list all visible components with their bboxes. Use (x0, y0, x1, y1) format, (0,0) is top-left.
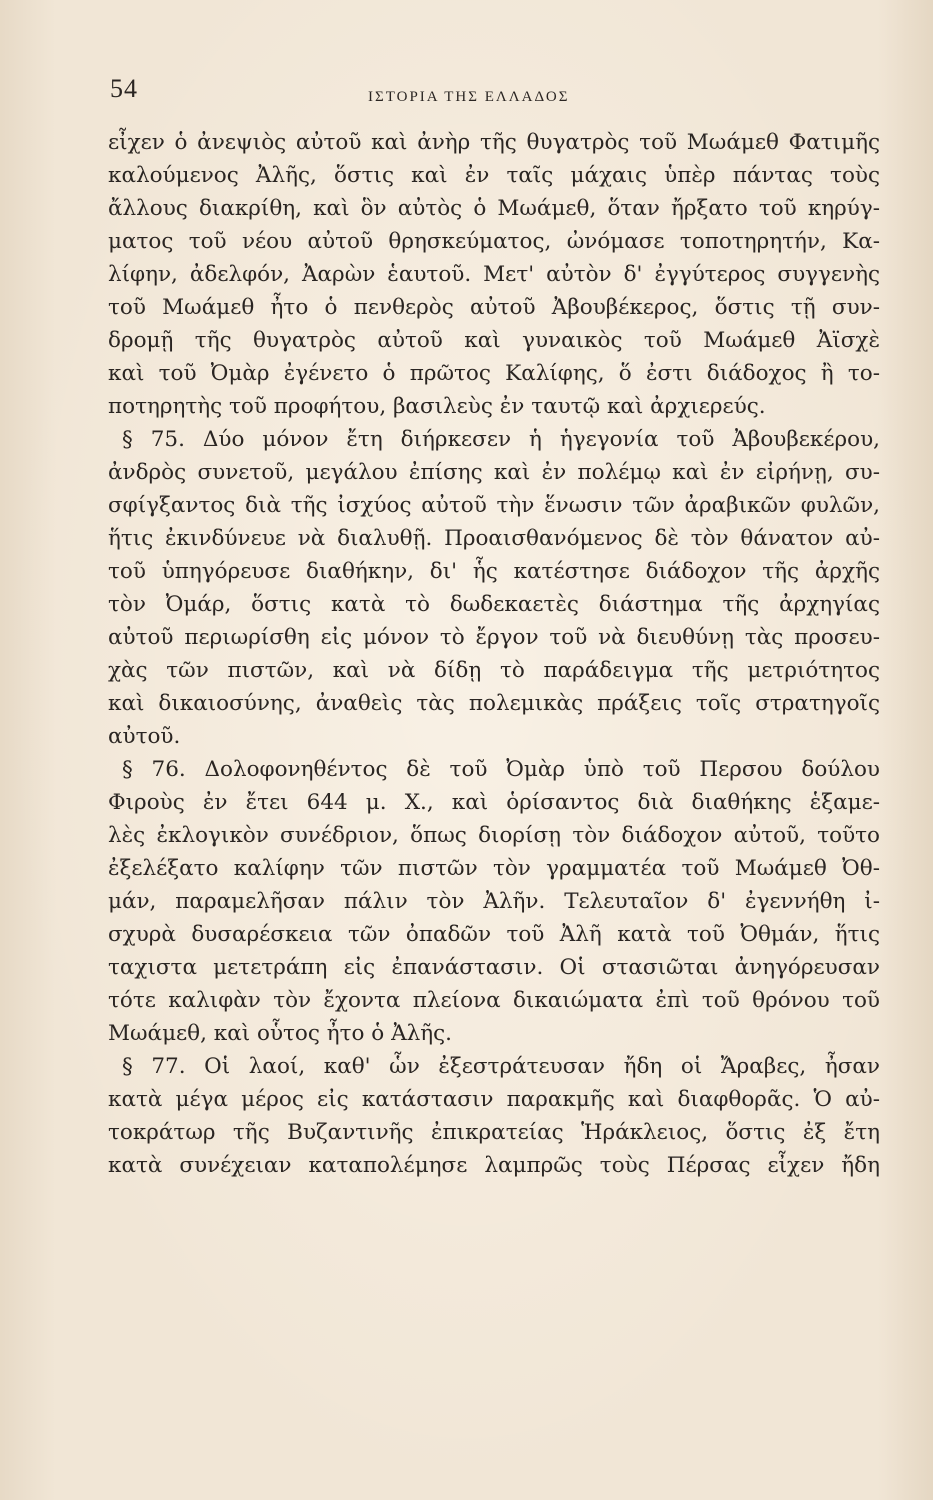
text-line: καλούμενος Ἀλῆς, ὅστις καὶ ἐν ταῖς μάχαις ὑπὲρ πάντας τοὺς (108, 163, 880, 188)
text-line: § 77. Οἱ λαοί, καθ' ὧν ἐξεστράτευσαν ἤδη οἱ Ἄραβες, ἦσαν (122, 1054, 880, 1079)
text-line: ματος τοῦ νέου αὐτοῦ θρησκεύματος, ὠνόμασε τοποτηρητήν, Κα- (108, 229, 880, 254)
text-line: σφίγξαντος διὰ τῆς ἰσχύος αὐτοῦ τὴν ἕνωσιν τῶν ἀραβικῶν φυλῶν, (108, 493, 880, 518)
text-line: τοῦ Μωάμεθ ἦτο ὁ πενθερὸς αὐτοῦ Ἀβουβέκερος, ὅστις τῇ συν- (108, 295, 880, 320)
text-line: λὲς ἐκλογικὸν συνέδριον, ὅπως διορίσῃ τὸν διάδοχον αὐτοῦ, τοῦτο (108, 823, 880, 848)
text-line: τὸν Ὀμάρ, ὅστις κατὰ τὸ δωδεκαετὲς διάστημα τῆς ἀρχηγίας (108, 592, 880, 617)
text-line: τοκράτωρ τῆς Βυζαντινῆς ἐπικρατείας Ἡράκλειος, ὅστις ἐξ ἔτη (108, 1120, 880, 1145)
text-line: καὶ δικαιοσύνης, ἀναθεὶς τὰς πολεμικὰς πράξεις τοῖς στρατηγοῖς (108, 691, 880, 716)
page-number: 54 (110, 74, 138, 103)
text-line: ποτηρητὴς τοῦ προφήτου, βασιλεὺς ἐν ταυτῷ καὶ ἀρχιερεύς. (108, 394, 766, 419)
text-line: ἄλλους διακρίθη, καὶ ὃν αὐτὸς ὁ Μωάμεθ, ὅταν ἤρξατο τοῦ κηρύγ- (108, 196, 880, 221)
text-line: δρομῇ τῆς θυγατρὸς αὐτοῦ καὶ γυναικὸς τοῦ Μωάμεθ Ἀϊσχὲ (108, 328, 880, 353)
text-line: καὶ τοῦ Ὀμὰρ ἐγένετο ὁ πρῶτος Καλίφης, ὅ ἐστι διάδοχος ἢ το- (108, 361, 880, 386)
text-line: χὰς τῶν πιστῶν, καὶ νὰ δίδῃ τὸ παράδειγμα τῆς μετριότητος (108, 658, 880, 683)
text-line: κατὰ μέγα μέρος εἰς κατάστασιν παρακμῆς καὶ διαφθορᾶς. Ὁ αὐ- (108, 1087, 880, 1112)
text-line: § 75. Δύο μόνον ἔτη διήρκεσεν ἡ ἡγεγονία τοῦ Ἀβουβεκέρου, (122, 427, 880, 452)
text-line: τοῦ ὑπηγόρευσε διαθήκην, δι' ἧς κατέστησε διάδοχον τῆς ἀρχῆς (108, 559, 880, 584)
text-line: μάν, παραμελῆσαν πάλιν τὸν Ἀλῆν. Τελευταῖον δ' ἐγεννήθη ἰ- (108, 889, 880, 914)
body-text (108, 126, 880, 1182)
text-line: ταχιστα μετετράπη εἰς ἐπανάστασιν. Οἱ στασιῶται ἀνηγόρευσαν (108, 955, 880, 980)
text-line: Μωάμεθ, καὶ οὗτος ἦτο ὁ Ἀλῆς. (108, 1021, 452, 1046)
text-line: σχυρὰ δυσαρέσκεια τῶν ὀπαδῶν τοῦ Ἀλῆ κατὰ τοῦ Ὀθμάν, ἥτις (108, 922, 880, 947)
text-line: τότε καλιφὰν τὸν ἔχοντα πλείονα δικαιώματα ἐπὶ τοῦ θρόνου τοῦ (108, 988, 880, 1013)
text-line: ἐξελέξατο καλίφην τῶν πιστῶν τὸν γραμματέα τοῦ Μωάμεθ Ὀθ- (108, 856, 880, 881)
text-line: λίφην, ἀδελφόν, Ἀαρὼν ἑαυτοῦ. Μετ' αὐτὸν δ' ἐγγύτερος συγγενὴς (108, 262, 880, 287)
text-line: αὐτοῦ. (108, 724, 181, 749)
text-line: κατὰ συνέχειαν καταπολέμησε λαμπρῶς τοὺς Πέρσας εἶχεν ἤδη (108, 1153, 880, 1178)
text-line: § 76. Δολοφονηθέντος δὲ τοῦ Ὀμὰρ ὑπὸ τοῦ Περσου δούλου (122, 757, 880, 782)
text-line: αὐτοῦ περιωρίσθη εἰς μόνον τὸ ἔργον τοῦ νὰ διευθύνῃ τὰς προσευ- (108, 625, 880, 650)
running-head: ΙΣΤΟΡΙΑ ΤΗΣ ΕΛΛΑΔΟΣ (368, 89, 570, 105)
text-line: Φιροὺς ἐν ἔτει 644 μ. Χ., καὶ ὁρίσαντος διὰ διαθήκης ἑξαμε- (108, 790, 880, 815)
text-line: ἀνδρὸς συνετοῦ, μεγάλου ἐπίσης καὶ ἐν πολέμῳ καὶ ἐν εἰρήνῃ, συ- (108, 460, 880, 485)
text-line: εἶχεν ὁ ἀνεψιὸς αὐτοῦ καὶ ἀνὴρ τῆς θυγατρὸς τοῦ Μωάμεθ Φατιμῆς (108, 130, 880, 155)
text-line: ἥτις ἐκινδύνευε νὰ διαλυθῇ. Προαισθανόμενος δὲ τὸν θάνατον αὐ- (108, 526, 880, 551)
